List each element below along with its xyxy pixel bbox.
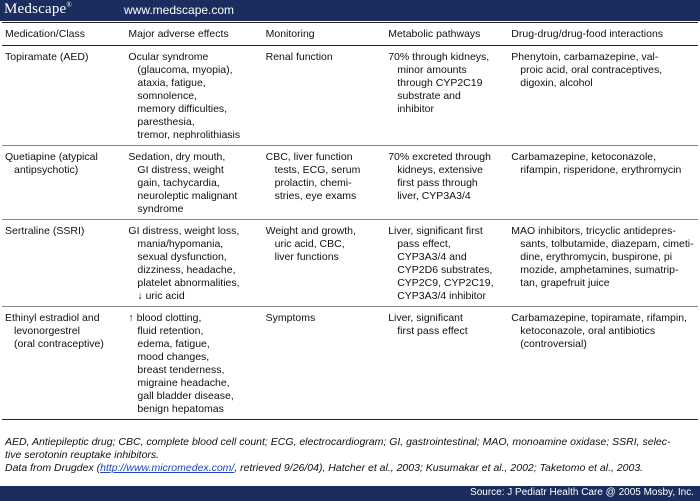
cell-line: CYP2C9, CYP2C19, [397, 277, 494, 289]
abbreviations-note [5, 436, 695, 462]
brand-name: Medscape [4, 1, 67, 17]
monitoring-cell [263, 220, 386, 307]
cell-line: sants, tolbutamide, diazepam, cimeti- [520, 238, 694, 250]
metabolic-cell [385, 46, 508, 146]
adverse-effects-cell [125, 220, 262, 307]
cell-line: platelet abnormalities, [137, 277, 240, 289]
cell-line: uric acid, CBC, [274, 238, 345, 250]
medication-cell [2, 220, 125, 307]
cell-line: Liver, significant [388, 312, 463, 324]
cell-line: liver, CYP3A3/4 [397, 190, 471, 202]
cell-line: CYP3A3/4 inhibitor [397, 290, 486, 302]
cell-line: substrate and [397, 90, 461, 102]
interactions-cell [508, 46, 698, 146]
cell-line: dine, erythromycin, buspirone, pi [520, 251, 673, 263]
column-header-monitoring: Monitoring [263, 23, 386, 46]
column-header-metabolic-pathways: Metabolic pathways [385, 23, 508, 46]
monitoring-cell [263, 146, 386, 220]
cell-line: paresthesia, [137, 116, 195, 128]
cell-line: 70% through kidneys, [388, 51, 490, 63]
cell-line: CYP3A3/4 and [397, 251, 467, 263]
cell-line: ↑ blood clotting, [128, 312, 202, 324]
cell-line: tremor, nephrolithiasis [137, 129, 241, 141]
cell-line: GI distress, weight loss, [128, 225, 240, 237]
cell-line: digoxin, alcohol [520, 77, 593, 89]
footnotes [5, 436, 695, 475]
cell-line: gain, tachycardia, [137, 177, 220, 189]
cell-line: ataxia, fatigue, [137, 77, 206, 89]
cell-line: GI distress, weight [137, 164, 224, 176]
cell-line: 70% excreted through [388, 151, 491, 163]
cell-line: Quetiapine (atypical [5, 151, 98, 163]
cell-line: CYP2D6 substrates, [397, 264, 493, 276]
metabolic-cell [385, 220, 508, 307]
cell-line: Symptoms [265, 312, 316, 324]
cell-line: proic acid, oral contraceptives, [520, 64, 663, 76]
table-row [2, 220, 698, 307]
cell-line: Sedation, dry mouth, [128, 151, 226, 163]
cell-line: Ethinyl estradiol and [5, 312, 100, 324]
cell-line: MAO inhibitors, tricyclic antidepres- [511, 225, 676, 237]
cell-line: fluid retention, [137, 325, 204, 337]
medication-cell [2, 46, 125, 146]
cell-line: (oral contraceptive) [14, 338, 104, 350]
cell-line: Liver, significant first [388, 225, 483, 237]
cell-line: CBC, liver function [265, 151, 353, 163]
abbreviations-line: tive serotonin reuptake inhibitors. [5, 449, 160, 461]
cell-line: memory difficulties, [137, 103, 228, 115]
cell-line: somnolence, [137, 90, 197, 102]
cell-line: tests, ECG, serum [274, 164, 361, 176]
registered-mark: ® [66, 1, 72, 9]
metabolic-cell [385, 307, 508, 420]
cell-line: syndrome [137, 203, 184, 215]
column-header-interactions: Drug-drug/drug-food interactions [508, 23, 698, 46]
cell-line: gall bladder disease, [137, 390, 234, 402]
cell-line: ketoconazole, oral antibiotics [520, 325, 656, 337]
monitoring-cell [263, 46, 386, 146]
header-bar [0, 0, 700, 21]
cell-line: first pass through [397, 177, 478, 189]
cell-line: benign hepatomas [137, 403, 224, 415]
medication-cell [2, 146, 125, 220]
data-source-suffix: , retrieved 9/26/04), Hatcher et al., 2003; Kusumakar et al., 2002; Taketomo et al., 2003. [234, 462, 644, 474]
cell-line: levonorgestrel [14, 325, 80, 337]
adverse-effects-cell [125, 146, 262, 220]
cell-line: antipsychotic) [14, 164, 79, 176]
cell-line: neuroleptic malignant [137, 190, 238, 202]
cell-line: Renal function [265, 51, 333, 63]
table-row [2, 146, 698, 220]
cell-line: inhibitor [397, 103, 434, 115]
cell-line: through CYP2C19 [397, 77, 483, 89]
site-url-link[interactable]: www.medscape.com [124, 3, 235, 17]
cell-line: Weight and growth, [265, 225, 356, 237]
cell-line: Topiramate (AED) [5, 51, 89, 63]
cell-line: prolactin, chemi- [274, 177, 352, 189]
cell-line: dizziness, headache, [137, 264, 236, 276]
cell-line: Ocular syndrome [128, 51, 209, 63]
medscape-logo[interactable] [4, 1, 72, 18]
column-header-adverse-effects: Major adverse effects [125, 23, 262, 46]
cell-line: migraine headache, [137, 377, 230, 389]
cell-line: Phenytoin, carbamazepine, val- [511, 51, 659, 63]
medication-cell [2, 307, 125, 420]
cell-line: liver functions [274, 251, 339, 263]
cell-line: kidneys, extensive [397, 164, 484, 176]
data-source-prefix: Data from Drugdex ( [5, 462, 101, 474]
cell-line: pass effect, [397, 238, 451, 250]
table-row [2, 46, 698, 146]
interactions-cell [508, 146, 698, 220]
cell-line: mozide, amphetamines, sumatrip- [520, 264, 679, 276]
footer-bar [0, 486, 700, 501]
cell-line: edema, fatigue, [137, 338, 210, 350]
cell-line: (controversial) [520, 338, 587, 350]
monitoring-cell [263, 307, 386, 420]
cell-line: stries, eye exams [274, 190, 357, 202]
cell-line: minor amounts [397, 64, 467, 76]
source-citation: Source: J Pediatr Health Care @ 2005 Mosby, Inc. [470, 487, 694, 498]
adverse-effects-cell [125, 46, 262, 146]
cell-line: ↓ uric acid [137, 290, 185, 302]
adverse-effects-cell [125, 307, 262, 420]
cell-line: rifampin, risperidone, erythromycin [520, 164, 682, 176]
micromedex-link[interactable]: http://www.micromedex.com/ [100, 462, 235, 474]
column-header-medication: Medication/Class [2, 23, 125, 46]
cell-line: mood changes, [137, 351, 210, 363]
table-row [2, 307, 698, 420]
interactions-cell [508, 220, 698, 307]
data-source-note [5, 462, 695, 475]
drug-table [2, 22, 698, 420]
cell-line: tan, grapefruit juice [520, 277, 610, 289]
cell-line: sexual dysfunction, [137, 251, 227, 263]
cell-line: mania/hypomania, [137, 238, 224, 250]
cell-line: first pass effect [397, 325, 468, 337]
cell-line: Sertraline (SSRI) [5, 225, 85, 237]
cell-line: breast tenderness, [137, 364, 225, 376]
cell-line: (glaucoma, myopia), [137, 64, 233, 76]
abbreviations-line: AED, Antiepileptic drug; CBC, complete blood cell count; ECG, electrocardiogram; GI, gastrointestinal; MAO, monoamine oxidase; SSRI, selec- [5, 436, 671, 448]
interactions-cell [508, 307, 698, 420]
cell-line: Carbamazepine, ketoconazole, [511, 151, 657, 163]
cell-line: Carbamazepine, topiramate, rifampin, [511, 312, 687, 324]
table-header-row [2, 23, 698, 46]
metabolic-cell [385, 146, 508, 220]
